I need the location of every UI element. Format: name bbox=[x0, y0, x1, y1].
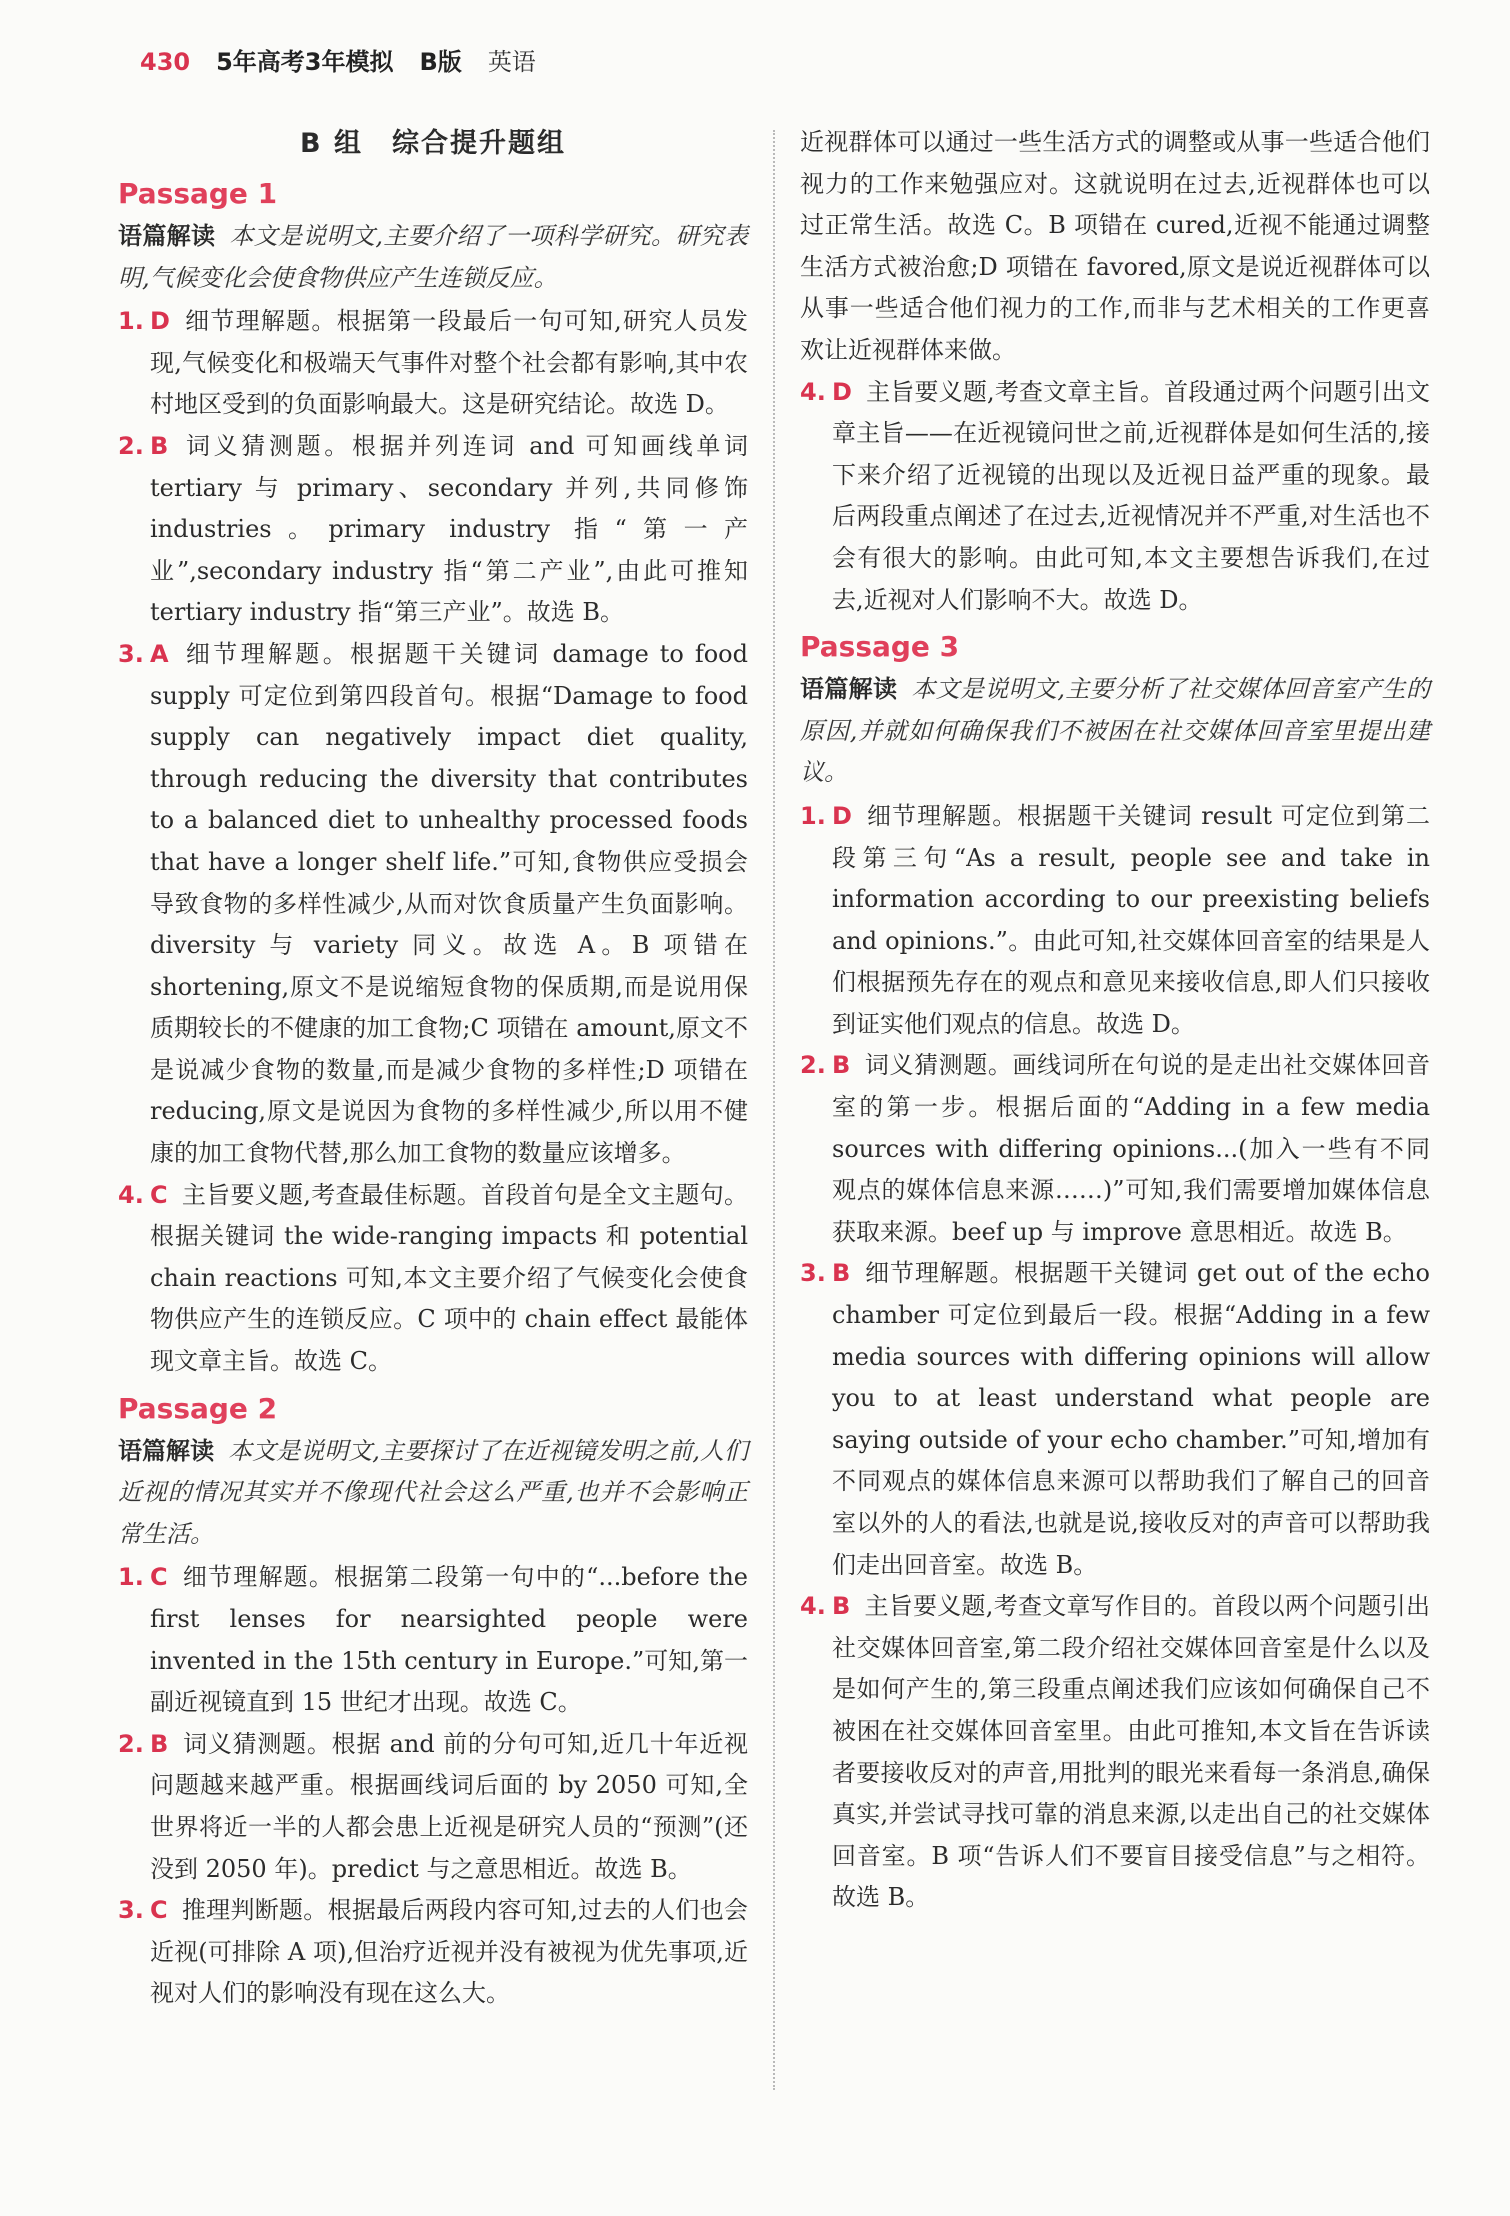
item-explanation: 推理判断题。根据最后两段内容可知,过去的人们也会近视(可排除 A 项),但治疗近视并没有被视为优先事项,近视对人们的影响没有现在这么大。 bbox=[150, 1896, 748, 2008]
continued-explanation: 近视群体可以通过一些生活方式的调整或从事一些适合他们视力的工作来勉强应对。这就说明在过去,近视群体也可以过正常生活。故选 C。B 项错在 cured,近视不能通过调整生活方式被治愈;D 项错在 favored,原文是说近视群体可以从事一些适合他们视力的工作,而非与艺术相关的工作更喜欢让近视群体来做。 bbox=[800, 128, 1430, 364]
item-number: 3. bbox=[800, 1259, 826, 1288]
item-answer: D bbox=[832, 801, 852, 830]
item-answer: C bbox=[150, 1180, 168, 1209]
answer-item bbox=[118, 1890, 748, 2015]
item-number: 2. bbox=[118, 1729, 144, 1758]
passage-3-summary bbox=[800, 669, 1430, 794]
item-number: 2. bbox=[118, 431, 144, 460]
answer-item bbox=[800, 796, 1430, 1046]
item-answer: C bbox=[150, 1896, 168, 1925]
item-explanation: 主旨要义题,考查文章写作目的。首段以两个问题引出社交媒体回音室,第二段介绍社交媒体回音室是什么以及是如何产生的,第三段重点阐述我们应该如何确保自己不被困在社交媒体回音室里。由此可推知,本文旨在告诉读者要接收反对的声音,用批判的眼光来看每一条消息,确保真实,并尝试寻找可靠的消息来源,以走出自己的社交媒体回音室。B 项“告诉人们不要盲目接受信息”与之相符。故选 B。 bbox=[832, 1592, 1430, 1912]
item-number: 1. bbox=[118, 307, 144, 336]
item-number: 1. bbox=[800, 801, 826, 830]
item-answer: D bbox=[832, 377, 852, 406]
answer-item bbox=[800, 1045, 1430, 1253]
answer-item bbox=[118, 426, 748, 634]
answer-item bbox=[800, 372, 1430, 622]
passage-3-heading: Passage 3 bbox=[800, 630, 960, 664]
item-answer: A bbox=[150, 639, 169, 668]
item-explanation: 细节理解题。根据第一段最后一句可知,研究人员发现,气候变化和极端天气事件对整个社会都有影响,其中农村地区受到的负面影响最大。这是研究结论。故选 D。 bbox=[150, 307, 748, 419]
item-answer: D bbox=[150, 307, 170, 336]
item-number: 4. bbox=[800, 1592, 826, 1621]
page-header bbox=[140, 42, 536, 82]
item-answer: B bbox=[150, 431, 169, 460]
summary-label: 语篇解读 bbox=[118, 1436, 215, 1465]
answer-item bbox=[118, 1175, 748, 1383]
item-answer: B bbox=[832, 1259, 851, 1288]
item-answer: B bbox=[832, 1592, 851, 1621]
page-number: 430 bbox=[140, 48, 191, 76]
answer-item bbox=[118, 634, 748, 1175]
item-explanation: 词义猜测题。根据 and 前的分句可知,近几十年近视问题越来越严重。根据画线词后面的 by 2050 可知,全世界将近一半的人都会患上近视是研究人员的“预测”(还没到 2050 年)。predict 与之意思相近。故选 B。 bbox=[150, 1729, 748, 1883]
right-column bbox=[800, 122, 1430, 1919]
book-title: 5年高考3年模拟 bbox=[216, 48, 394, 76]
summary-text: 本文是说明文,主要介绍了一项科学研究。研究表明,气候变化会使食物供应产生连锁反应。 bbox=[118, 222, 748, 292]
answer-item bbox=[800, 1253, 1430, 1586]
passage-2-summary bbox=[118, 1431, 748, 1556]
item-explanation: 细节理解题。根据第二段第一句中的“...before the first lenses for nearsighted people were invented in the 15th century in Europe.”可知,第一副近视镜直到 15 世纪才出现。故选 C。 bbox=[150, 1563, 748, 1717]
item-explanation: 词义猜测题。画线词所在句说的是走出社交媒体回音室的第一步。根据后面的“Adding in a few media sources with differing opinions...(加入一些有不同观点的媒体信息来源……)”可知,我们需要增加媒体信息获取来源。beef up 与 improve 意思相近。故选 B。 bbox=[832, 1051, 1430, 1246]
item-number: 3. bbox=[118, 639, 144, 668]
subject-label: 英语 bbox=[487, 48, 536, 76]
item-explanation: 细节理解题。根据题干关键词 damage to food supply 可定位到第四段首句。根据“Damage to food supply can negatively impact diet quality, through reducing the diversity that contributes to a balanced diet to unhealthy processed foods that have a longer shelf life.”可知,食物供应受损会导致食物的多样性减少,从而对饮食质量产生负面影响。diversity 与 variety 同义。故选 A。B 项错在 shortening,原文不是说缩短食物的保质期,而是说用保质期较长的不健康的加工食物;C 项错在 amount,原文不是说减少食物的数量,而是减少食物的多样性;D 项错在 reducing,原文是说因为食物的多样性减少,所以用不健康的加工食物代替,那么加工食物的数量应该增多。 bbox=[150, 639, 748, 1168]
answer-item bbox=[800, 1586, 1430, 1919]
item-answer: B bbox=[150, 1729, 169, 1758]
item-number: 1. bbox=[118, 1563, 144, 1592]
item-answer: B bbox=[832, 1051, 851, 1080]
item-number: 3. bbox=[118, 1896, 144, 1925]
summary-label: 语篇解读 bbox=[118, 222, 216, 250]
edition-label: B版 bbox=[419, 48, 462, 76]
item-number: 4. bbox=[118, 1180, 144, 1209]
answer-item bbox=[118, 1724, 748, 1890]
passage-2-heading: Passage 2 bbox=[118, 1391, 278, 1425]
column-divider bbox=[773, 130, 775, 2090]
answer-item bbox=[118, 301, 748, 426]
section-title: B 组 综合提升题组 bbox=[300, 128, 566, 159]
passage-1-summary bbox=[118, 216, 748, 299]
item-explanation: 细节理解题。根据题干关键词 result 可定位到第二段第三句“As a result, people see and take in information according to our preexisting beliefs and opinions.”。由此可知,社交媒体回音室的结果是人们根据预先存在的观点和意见来接收信息,即人们只接收到证实他们观点的信息。故选 D。 bbox=[832, 801, 1430, 1038]
item-answer: C bbox=[150, 1563, 168, 1592]
summary-text: 本文是说明文,主要分析了社交媒体回音室产生的原因,并就如何确保我们不被困在社交媒体回音室里提出建议。 bbox=[800, 675, 1430, 787]
item-number: 4. bbox=[800, 377, 826, 406]
passage-1-heading: Passage 1 bbox=[118, 177, 278, 210]
item-explanation: 词义猜测题。根据并列连词 and 可知画线单词 tertiary 与 primary、secondary 并列,共同修饰 industries。primary industry 指“第一产业”,secondary industry 指“第二产业”,由此可推知 tertiary industry 指“第三产业”。故选 B。 bbox=[150, 431, 748, 627]
item-explanation: 主旨要义题,考查文章主旨。首段通过两个问题引出文章主旨——在近视镜问世之前,近视群体是如何生活的,接下来介绍了近视镜的出现以及近视日益严重的现象。最后两段重点阐述了在过去,近视情况并不严重,对生活也不会有很大的影响。由此可知,本文主要想告诉我们,在过去,近视对人们影响不大。故选 D。 bbox=[832, 377, 1430, 614]
item-explanation: 主旨要义题,考查最佳标题。首段首句是全文主题句。根据关键词 the wide-ranging impacts 和 potential chain reactions 可知,本文主要介绍了气候变化会使食物供应产生的连锁反应。C 项中的 chain effect 最能体现文章主旨。故选 C。 bbox=[150, 1180, 748, 1376]
summary-label: 语篇解读 bbox=[800, 675, 898, 704]
answer-item bbox=[118, 1557, 748, 1723]
item-explanation: 细节理解题。根据题干关键词 get out of the echo chamber 可定位到最后一段。根据“Adding in a few media sources with differing opinions will allow you to at least understand what people are saying outside of your echo chamber.”可知,增加有不同观点的媒体信息来源可以帮助我们了解自己的回音室以外的人的看法,也就是说,接收反对的声音可以帮助我们走出回音室。故选 B。 bbox=[832, 1259, 1430, 1579]
item-number: 2. bbox=[800, 1051, 826, 1080]
left-column bbox=[118, 122, 748, 2015]
summary-text: 本文是说明文,主要探讨了在近视镜发明之前,人们近视的情况其实并不像现代社会这么严重,也并不会影响正常生活。 bbox=[118, 1436, 749, 1548]
